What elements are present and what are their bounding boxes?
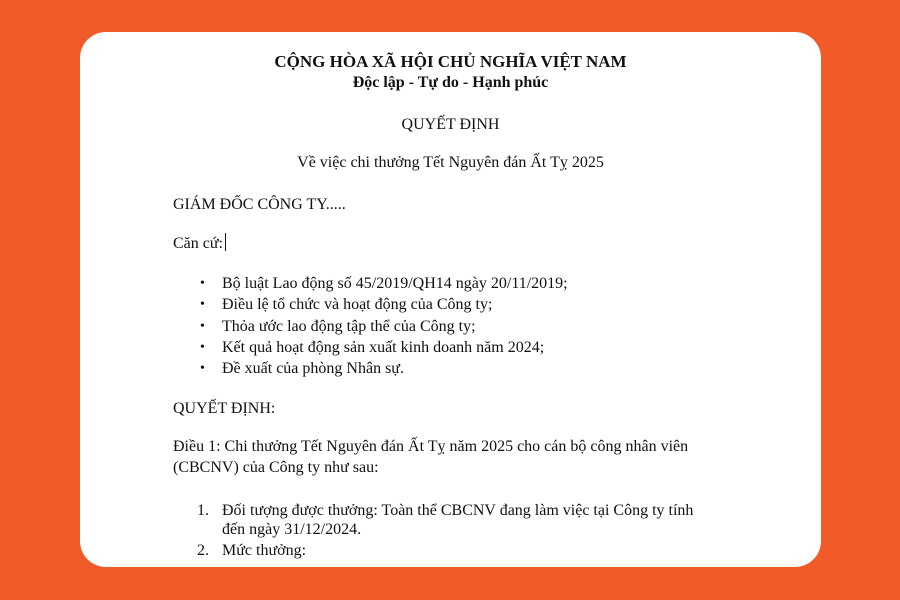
basis-item: Thỏa ước lao động tập thể của Công ty; xyxy=(222,318,476,335)
text-cursor xyxy=(225,233,226,251)
list-item-line-1: Đối tượng được thưởng: Toàn thể CBCNV đang làm việc tại Công ty tính xyxy=(222,502,694,519)
motto: Độc lập - Tự do - Hạnh phúc xyxy=(352,74,549,91)
list-number: 2. xyxy=(197,542,209,559)
bullet-icon: • xyxy=(200,361,205,376)
bullet-icon: • xyxy=(200,297,205,312)
list-item-line-2: đến ngày 31/12/2024. xyxy=(222,521,362,538)
list-number: 1. xyxy=(197,502,209,519)
article-1-line-1: Điều 1: Chi thưởng Tết Nguyên đán Ất Tỵ năm 2025 cho cán bộ công nhân viên xyxy=(173,438,689,455)
basis-item: Bộ luật Lao động số 45/2019/QH14 ngày 20/11/2019; xyxy=(222,275,568,292)
national-title: CỘNG HÒA XÃ HỘI CHỦ NGHĨA VIỆT NAM xyxy=(274,52,627,71)
basis-label: Căn cứ: xyxy=(173,235,223,252)
bullet-icon: • xyxy=(200,340,205,355)
bullet-icon: • xyxy=(200,319,205,334)
basis-heading[interactable] xyxy=(173,233,226,254)
decision-subject: Về việc chi thưởng Tết Nguyên đán Ất Tỵ 2025 xyxy=(297,154,604,171)
basis-item: Đề xuất của phòng Nhân sự. xyxy=(222,360,404,377)
bullet-icon: • xyxy=(200,276,205,291)
basis-item: Kết quả hoạt động sản xuất kinh doanh năm 2024; xyxy=(222,339,545,356)
decides-heading: QUYẾT ĐỊNH: xyxy=(173,400,276,417)
basis-item: Điều lệ tổ chức và hoạt động của Công ty; xyxy=(222,296,493,313)
list-item-line-1: Mức thưởng: xyxy=(222,542,307,559)
issuer-line: GIÁM ĐỐC CÔNG TY..... xyxy=(173,196,346,213)
article-1-line-2: (CBCNV) của Công ty như sau: xyxy=(173,459,379,476)
document-page xyxy=(80,32,821,567)
decision-title: QUYẾT ĐỊNH xyxy=(401,116,500,133)
